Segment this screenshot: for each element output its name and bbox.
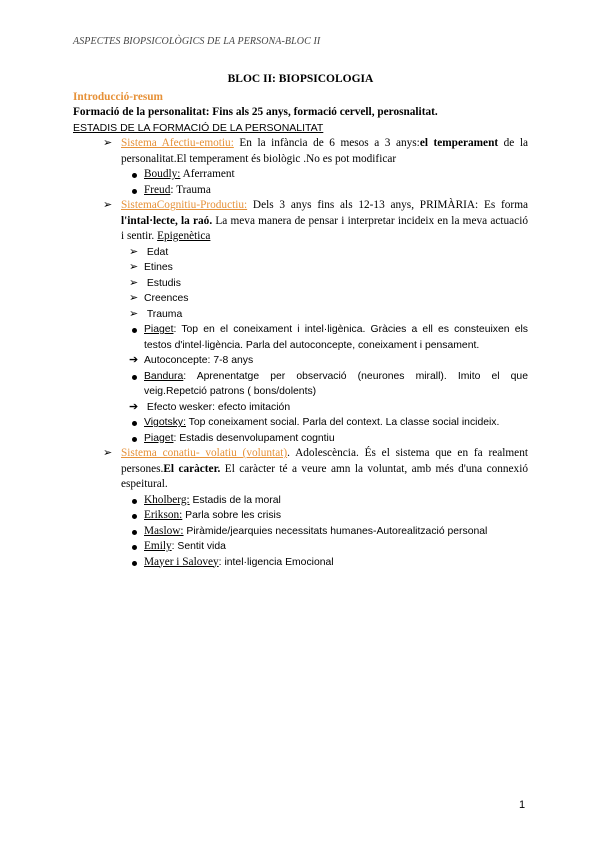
list-item: [73, 539, 528, 555]
bullet-dot-icon: [132, 545, 137, 550]
list-item: [73, 400, 528, 416]
bullet-dot-icon: [132, 437, 137, 442]
item-text: Estadis de la moral: [189, 494, 281, 506]
list-item: [73, 431, 528, 447]
author-name: Emily: [144, 540, 172, 552]
stage-text: de la personalitat.El temperament és biològic .No es pot modificar: [121, 137, 529, 165]
list-item: [73, 167, 528, 183]
stage-bold: El caràcter.: [163, 462, 221, 475]
author-name: Mayer i Salovey: [144, 555, 219, 568]
arrow-right-icon: ➔: [129, 354, 139, 366]
bullet-dot-icon: [132, 499, 137, 504]
item-text: : Trauma: [170, 183, 211, 196]
stage-text: Dels 3 anys fins als 12-13 anys, PRIMÀRIA: Es forma: [247, 199, 528, 211]
bullet-dot-icon: [132, 421, 137, 426]
stage-text: En la infància de 6 mesos a 3 anys:: [233, 137, 420, 149]
factor-text: Estudis: [146, 277, 181, 289]
list-item: [73, 260, 528, 276]
author-name: Maslow:: [144, 524, 184, 537]
item-text: : Top en el coneixament i intel·ligènica. Gràcies a ell es consteuixen els testos d'intel·ligència. Parla del autoconcepte, coneixament i pensament.: [144, 324, 528, 351]
arrowhead-bullet-icon: ➢: [129, 276, 139, 289]
list-item: [73, 307, 528, 323]
list-item: [73, 508, 528, 524]
epigenetics-link: Epigenètica: [157, 230, 211, 242]
list-item: [73, 493, 528, 509]
stages-heading: ESTADIS DE LA FORMACIÓ DE LA PERSONALITAT: [73, 121, 324, 134]
document-body: [73, 72, 528, 570]
author-name: Piaget: [144, 324, 174, 335]
bullet-dot-icon: [132, 514, 137, 519]
stage-conative: [73, 446, 528, 493]
page-header: ASPECTES BIOPSICOLÒGICS DE LA PERSONA-BLOC II: [73, 36, 321, 47]
arrowhead-bullet-icon: ➢: [129, 245, 139, 258]
list-item: [73, 183, 528, 199]
arrowhead-bullet-icon: ➢: [103, 447, 113, 459]
arrowhead-bullet-icon: ➢: [129, 261, 139, 273]
stage-name: SistemaCognitiu-Productiu:: [121, 199, 248, 211]
stage-text: La meva manera de pensar i interpretar incideix en la meva actuació i sentir.: [121, 214, 528, 242]
bullet-dot-icon: [132, 561, 137, 566]
factor-text: Trauma: [146, 308, 183, 320]
list-item: [73, 322, 528, 353]
stage-text: El caràcter té a veure amn la voluntat, amb més d'una connexió espeitural.: [121, 462, 528, 490]
stage-affective: [73, 136, 528, 167]
author-name: Piaget: [144, 432, 174, 444]
item-text: Efecto wesker: efecto imitación: [146, 401, 291, 413]
factor-text: Creences: [144, 293, 189, 304]
document-title: BLOC II: BIOPSICOLOGIA: [227, 73, 374, 85]
list-item: [73, 369, 528, 400]
list-item: [73, 555, 528, 571]
page-number: 1: [519, 799, 526, 811]
author-name: Boudly:: [144, 168, 181, 180]
bullet-dot-icon: [132, 375, 137, 380]
stage-name: Sistema conatiu- volatiu (voluntat): [121, 447, 288, 459]
list-item: [73, 276, 528, 292]
factor-text: Edat: [146, 246, 169, 258]
item-text: : Estadis desenvolupament cogntiu: [173, 432, 335, 444]
stage-bold: l'intal·lecte, la raó.: [121, 214, 213, 227]
list-item: [73, 524, 528, 540]
item-text: : Aprenentatge per observació (neurones mirall). Imito el que veig.Repetció patrons ( bons/dolents): [144, 370, 528, 397]
bullet-dot-icon: [132, 530, 137, 535]
arrowhead-bullet-icon: ➢: [129, 292, 139, 304]
list-item: [73, 353, 528, 369]
author-name: Vigotsky:: [144, 417, 186, 428]
bullet-dot-icon: [132, 189, 137, 194]
arrow-right-icon: ➔: [129, 400, 139, 413]
lead-paragraph: Formació de la personalitat: Fins als 25 anys, formació cervell, perosnalitat.: [73, 106, 438, 118]
item-text: Top coneixament social. Parla del context. La classe social incideix.: [185, 417, 500, 428]
intro-heading: Introducció-resum: [73, 90, 163, 103]
arrowhead-bullet-icon: ➢: [103, 137, 113, 149]
item-text: : intel·ligencia Emocional: [218, 556, 334, 568]
item-text: Autoconcepte: 7-8 anys: [144, 355, 254, 366]
item-text: Piràmide/jearquies necessitats humanes-Autorealització personal: [183, 525, 488, 537]
item-text: Parla sobre les crisis: [182, 510, 282, 521]
stage-cognitive: [73, 198, 528, 245]
bullet-dot-icon: [132, 328, 137, 333]
arrowhead-bullet-icon: ➢: [103, 199, 113, 211]
factor-text: Etines: [144, 262, 173, 273]
item-text: Aferrament: [180, 168, 235, 180]
list-item: [73, 245, 528, 261]
stage-text: . Adolescència. És el sistema que en fa realment persones.: [121, 447, 528, 475]
author-name: Erikson:: [144, 509, 183, 521]
arrowhead-bullet-icon: ➢: [129, 307, 139, 320]
author-name: Kholberg:: [144, 493, 190, 506]
list-item: [73, 415, 528, 431]
author-name: Freud: [144, 183, 171, 196]
stage-bold: el temperament: [419, 137, 499, 149]
item-text: : Sentit vida: [171, 541, 226, 552]
stage-name: Sistema Afectiu-emotiu:: [121, 137, 234, 149]
bullet-dot-icon: [132, 173, 137, 178]
list-item: [73, 291, 528, 307]
author-name: Bandura: [144, 370, 184, 382]
